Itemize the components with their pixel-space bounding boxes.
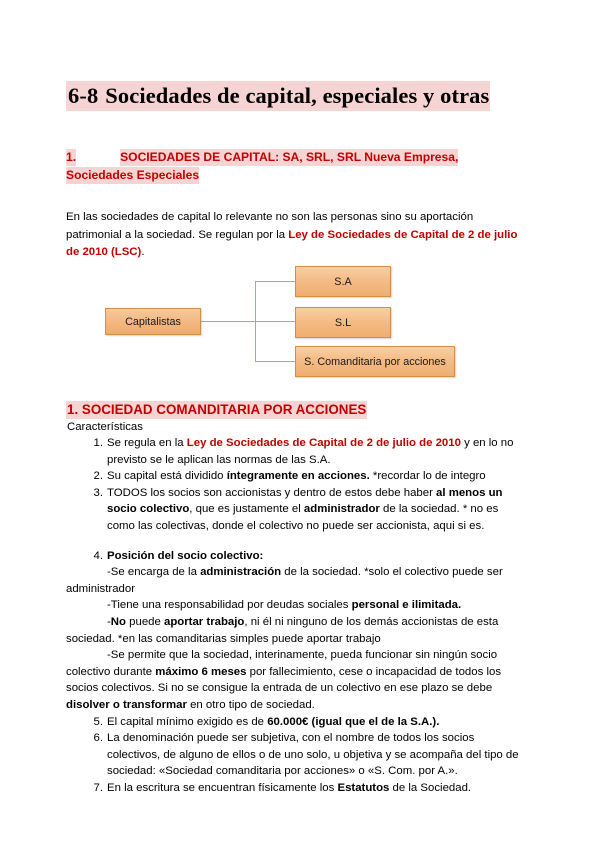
sub-para-3-1-seg-1: personal e ilimitada. [351, 599, 462, 612]
section-1-line1: SOCIEDADES DE CAPITAL: SA, SRL, SRL Nueva Empresa, [120, 150, 459, 164]
intro-law-reference: Ley de Sociedades de Capital de 2 de julio de 2010 (LSC) [66, 228, 518, 259]
section-1-number: 1. [66, 150, 77, 164]
diagram-node-capitalistas [105, 308, 201, 335]
list-item-2-seg-0: TODOS los socios son accionistas y dentro de estos debe haber [107, 486, 437, 499]
sub-paragraph [66, 564, 526, 597]
list-item-1-seg-1: íntegramente en acciones. [226, 470, 370, 483]
list-item-2-seg-2: , que es justamente el [189, 503, 304, 516]
list-item-0-seg-1: Ley de Sociedades de Capital de 2 de julio de 2010 [186, 437, 461, 449]
list-item-marker: 5. [93, 715, 103, 728]
sub-para-3-3-seg-3: disolver o transformar [66, 698, 187, 711]
list-item [66, 435, 526, 468]
sub-paragraph [66, 647, 526, 713]
list-item-text [107, 435, 526, 468]
list-item-marker: 3. [93, 486, 103, 499]
sub-para-3-3-seg-1: máximo 6 meses [155, 665, 247, 678]
list-item-0-seg-2: y en lo no previsto se le aplican las normas de las S.A. [107, 437, 514, 466]
page-title [66, 83, 490, 109]
list-item-6-seg-0: En la escritura se encuentran físicamente los [107, 781, 338, 794]
page-title-number: 6-8 [68, 83, 99, 108]
list-item-text [107, 780, 526, 797]
list-item-text [107, 485, 526, 535]
sub-para-3-3-seg-4: en otro tipo de sociedad. [186, 698, 315, 711]
sub-paragraph [66, 614, 526, 647]
characteristics-list [66, 435, 526, 796]
diagram-node-sl [295, 307, 391, 338]
list-item-text [107, 730, 526, 780]
section-1-heading [66, 148, 496, 184]
list-item-0-seg-0: Se regula en la [107, 437, 187, 449]
diagram-node-sa-label: S.A [334, 275, 352, 288]
connector-branch-3 [255, 361, 295, 362]
list-item [66, 730, 526, 780]
list-item-3-seg-0: Posición del socio colectivo: [107, 549, 264, 562]
list-item-1-seg-0: Su capital está dividido [107, 470, 227, 483]
page-title-text: Sociedades de capital, especiales y otras [105, 83, 490, 108]
list-item-marker: 4. [93, 549, 103, 562]
list-item-marker: 1. [93, 437, 103, 449]
page-title-highlight [66, 81, 490, 111]
intro-text-part2: . [141, 246, 145, 259]
list-item-6-seg-2: de la Sociedad. [389, 781, 472, 794]
list-item-marker: 7. [93, 781, 103, 794]
sub-para-3-0-seg-2: de la sociedad. *solo el colectivo puede ser administrador [66, 566, 503, 595]
connector-branch-1 [255, 281, 295, 282]
intro-paragraph [66, 209, 518, 262]
sub-para-3-3-seg-0: -Se permite que la sociedad, interinamente, pueda funcionar sin ningún socio colectivo durante [66, 649, 498, 678]
sub-para-3-2-seg-3: aportar trabajo [164, 615, 245, 628]
capital-companies-diagram [66, 258, 536, 383]
sub-para-3-0-seg-1: administración [200, 566, 282, 579]
list-item [66, 468, 526, 485]
list-item-marker: 6. [93, 732, 103, 745]
caracteristicas-label: Características [67, 421, 143, 433]
list-item-2-seg-3: administrador [303, 503, 380, 516]
sub-paragraph [66, 597, 526, 614]
section-2-heading-text: 1. SOCIEDAD COMANDITARIA POR ACCIONES [67, 402, 367, 417]
sub-para-3-2-seg-4: , ni él ni ninguno de los demás accionistas de esta sociedad. *en las comanditarias simples puede aportar trabajo [66, 615, 499, 645]
list-item-1-seg-2: *recordar lo de integro [369, 470, 486, 483]
sub-para-3-2-seg-1: No [110, 615, 126, 628]
list-item-4-seg-1: 60.000€ (igual que el de la S.A.). [267, 715, 440, 728]
list-item-text [107, 548, 526, 565]
intro-text-part1: En las sociedades de capital lo relevante no son las personas sino su aportación patrimonial a la sociedad. Se regulan por la [66, 211, 474, 241]
list-item-text [107, 714, 526, 731]
sub-para-3-2-seg-2: puede [125, 615, 164, 628]
diagram-node-comanditaria-label: S. Comanditaria por acciones [304, 355, 446, 368]
diagram-node-capitalistas-label: Capitalistas [125, 315, 181, 328]
section-1-line2: Sociedades Especiales [66, 168, 200, 182]
list-item-2-seg-4: de la sociedad. * no es como las colectivas, donde el colectivo no puede ser accionista, aqui si es. [107, 503, 499, 532]
diagram-node-sa [295, 266, 391, 297]
list-spacer [66, 535, 526, 548]
list-item-4-seg-0: El capital mínimo exigido es de [107, 715, 268, 728]
list-item [66, 714, 526, 731]
list-item [66, 780, 526, 797]
list-item [66, 485, 526, 535]
diagram-node-comanditaria [295, 346, 455, 377]
section-2-heading [66, 402, 367, 417]
sub-para-3-0-seg-0: -Se encarga de la [107, 566, 201, 579]
list-item-6-seg-1: Estatutos [337, 781, 390, 794]
list-item-2-seg-1: al menos un socio colectivo [107, 486, 503, 516]
sub-para-3-3-seg-2: por fallecimiento, cese o incapacidad de todos los socios colectivos. Si no se consigue la entrada de un colectivo en ese plazo se debe [66, 665, 502, 695]
list-item-5-seg-0: La denominación puede ser subjetiva, con el nombre de todos los socios colectivos, de alguno de ellos o de uno solo, u objetiva y se acompaña del tipo de sociedad: «Sociedad comanditaria por acciones» o «S. Com. por A.». [107, 732, 519, 778]
diagram-node-sl-label: S.L [334, 316, 352, 329]
list-item-marker: 2. [93, 470, 103, 483]
list-item [66, 548, 526, 565]
sub-para-3-2-seg-0: - [107, 615, 111, 628]
connector-branch-2 [255, 321, 295, 322]
list-item-text [107, 468, 526, 485]
sub-para-3-1-seg-0: -Tiene una responsabilidad por deudas sociales [107, 599, 352, 612]
